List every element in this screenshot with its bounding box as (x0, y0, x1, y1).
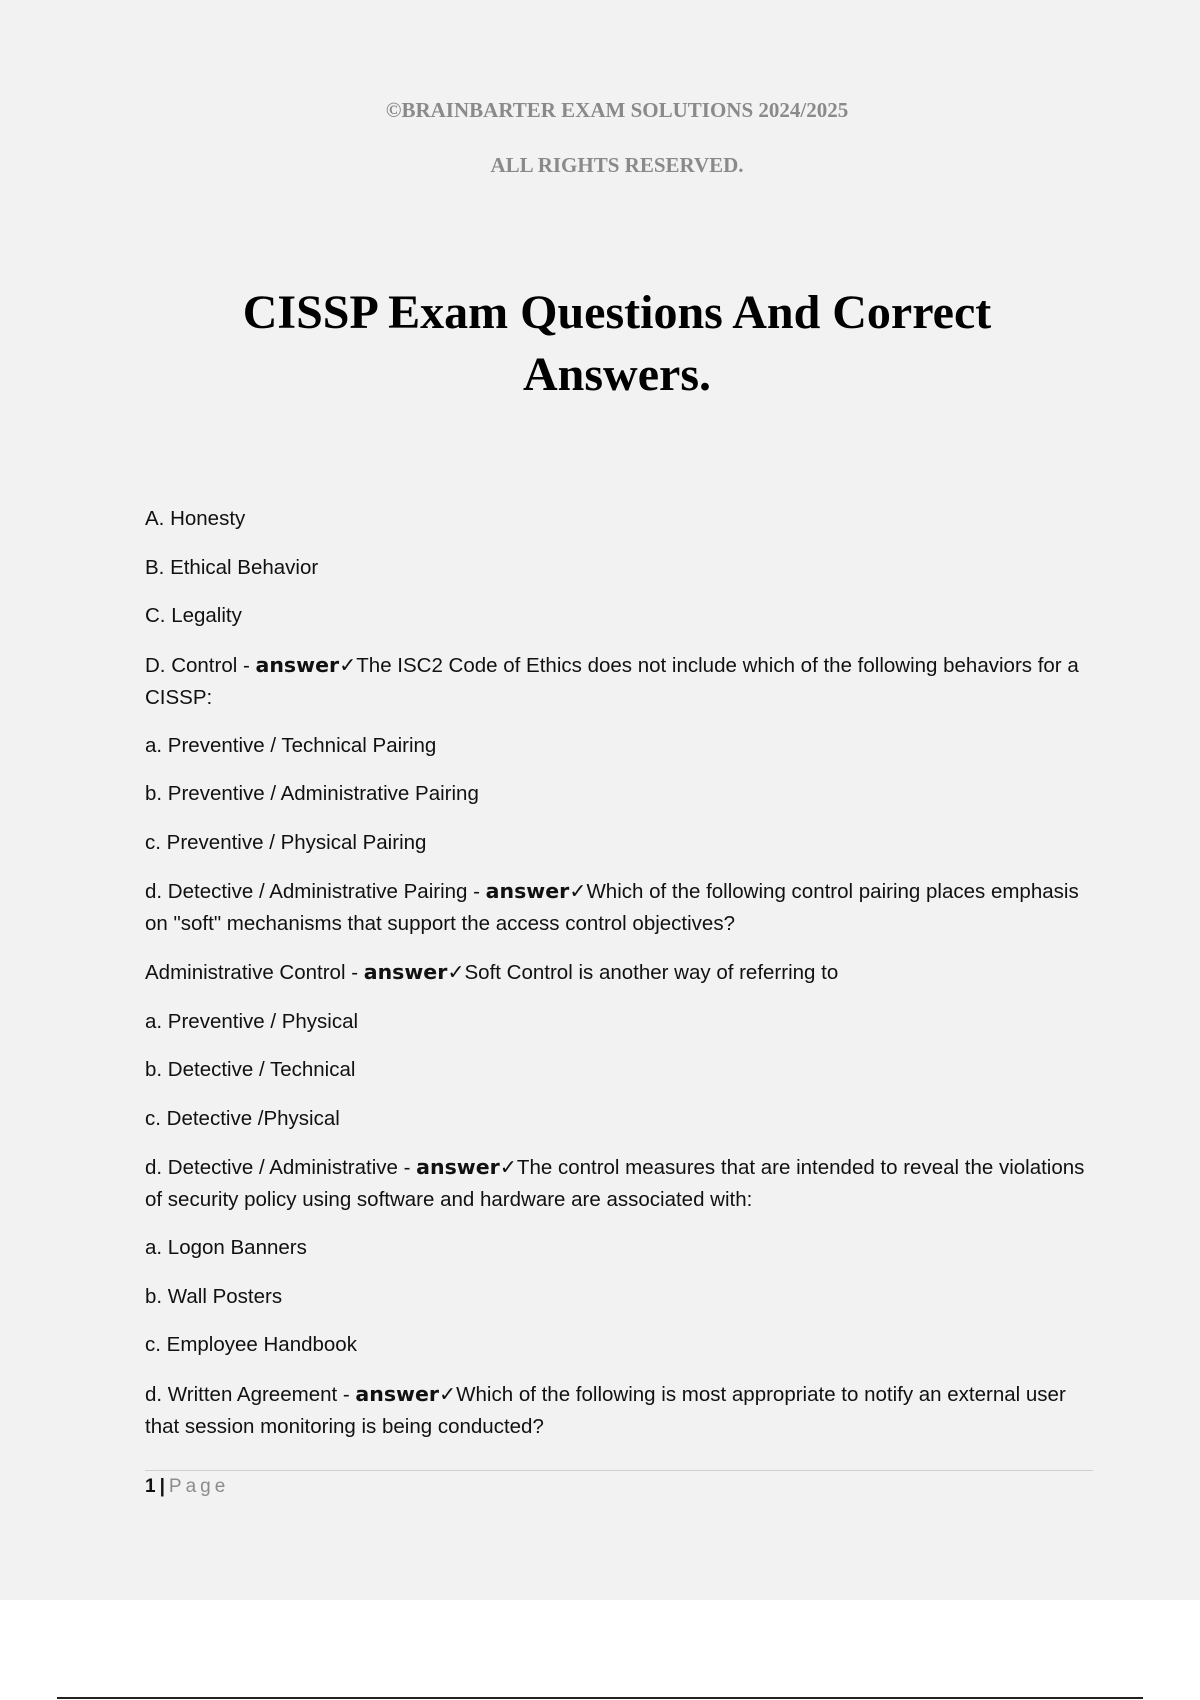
list-item: c. Detective /Physical (145, 1106, 340, 1130)
question-list (145, 503, 1090, 1459)
copyright-header: ©BRAINBARTER EXAM SOLUTIONS 2024/2025 (385, 98, 849, 122)
document-title: CISSP Exam Questions And Correct Answers. (242, 286, 992, 401)
list-item: b. Preventive / Administrative Pairing (145, 782, 479, 805)
list-item: A. Honesty (145, 507, 246, 530)
question-text: Which of the following control pairing places emphasis on "soft" mechanisms that support the access control objectives? (145, 880, 1079, 935)
list-item: C. Legality (145, 604, 242, 627)
rights-reserved-header: ALL RIGHTS RESERVED. (490, 153, 744, 177)
answer-item (145, 1378, 1090, 1443)
question-text: Which of the following is most appropriate to notify an external user that session monitoring is being conducted? (145, 1382, 1066, 1438)
answer-check-marker: answer✓ (416, 1155, 517, 1179)
footer-separator: | (159, 1476, 165, 1497)
page-footer (145, 1475, 229, 1499)
footer-divider (145, 1470, 1093, 1471)
list-item: a. Preventive / Technical Pairing (145, 733, 437, 757)
answer-choice: Administrative Control - (145, 961, 364, 984)
page-number: 1 (145, 1476, 156, 1497)
answer-choice: d. Written Agreement - (145, 1382, 356, 1406)
answer-check-marker: answer✓ (363, 960, 465, 984)
page-label: Page (168, 1476, 230, 1497)
answer-choice: d. Detective / Administrative Pairing - (145, 880, 486, 903)
list-item: b. Wall Posters (145, 1284, 283, 1308)
list-item: a. Preventive / Physical (145, 1009, 359, 1033)
answer-item (145, 956, 1090, 989)
answer-item (145, 649, 1090, 714)
answer-check-marker: answer✓ (255, 652, 357, 677)
answer-choice: d. Detective / Administrative - (145, 1156, 417, 1179)
list-item: b. Detective / Technical (145, 1058, 356, 1081)
answer-check-marker: answer✓ (485, 879, 587, 903)
answer-choice: D. Control - (145, 653, 256, 677)
answer-item (145, 1151, 1090, 1216)
next-page-divider (57, 1697, 1143, 1699)
list-item: B. Ethical Behavior (145, 555, 319, 579)
answer-item (145, 875, 1090, 940)
list-item: c. Preventive / Physical Pairing (145, 830, 427, 854)
list-item: a. Logon Banners (145, 1236, 307, 1259)
list-item: c. Employee Handbook (145, 1333, 357, 1356)
answer-check-marker: answer✓ (355, 1381, 457, 1406)
question-text: The ISC2 Code of Ethics does not include which of the following behaviors for a CISSP: (145, 653, 1079, 709)
question-text: The control measures that are intended to reveal the violations of security policy using software and hardware are associated with: (145, 1156, 1085, 1211)
question-text: Soft Control is another way of referring to (464, 961, 839, 984)
